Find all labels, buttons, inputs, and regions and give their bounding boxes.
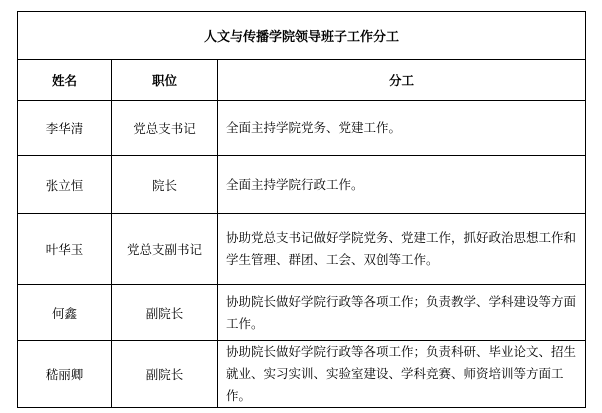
cell-name: 嵇丽卿 xyxy=(18,341,112,408)
table-row xyxy=(18,214,586,285)
table-title: 人文与传播学院领导班子工作分工 xyxy=(18,12,586,60)
cell-name: 叶华玉 xyxy=(18,214,112,285)
cell-name: 何鑫 xyxy=(18,285,112,341)
table-row xyxy=(18,101,586,156)
leadership-duty-table xyxy=(17,11,586,408)
cell-duty: 协助院长做好学院行政等各项工作；负责科研、毕业论文、招生就业、实习实训、实验室建设、学科竞赛、师资培训等方面工作。 xyxy=(218,341,586,408)
header-duty: 分工 xyxy=(218,60,586,101)
cell-duty: 全面主持学院党务、党建工作。 xyxy=(218,101,586,156)
cell-duty: 协助院长做好学院行政等各项工作；负责教学、学科建设等方面工作。 xyxy=(218,285,586,341)
table-title-row xyxy=(18,12,586,60)
table-row xyxy=(18,341,586,408)
cell-position: 副院长 xyxy=(112,285,218,341)
cell-position: 副院长 xyxy=(112,341,218,408)
table-row xyxy=(18,285,586,341)
header-name: 姓名 xyxy=(18,60,112,101)
header-position: 职位 xyxy=(112,60,218,101)
table-header-row xyxy=(18,60,586,101)
cell-duty: 协助党总支书记做好学院党务、党建工作，抓好政治思想工作和学生管理、群团、工会、双创等工作。 xyxy=(218,214,586,285)
cell-position: 党总支书记 xyxy=(112,101,218,156)
table-row xyxy=(18,156,586,214)
cell-position: 党总支副书记 xyxy=(112,214,218,285)
cell-duty: 全面主持学院行政工作。 xyxy=(218,156,586,214)
cell-position: 院长 xyxy=(112,156,218,214)
cell-name: 张立恒 xyxy=(18,156,112,214)
cell-name: 李华清 xyxy=(18,101,112,156)
